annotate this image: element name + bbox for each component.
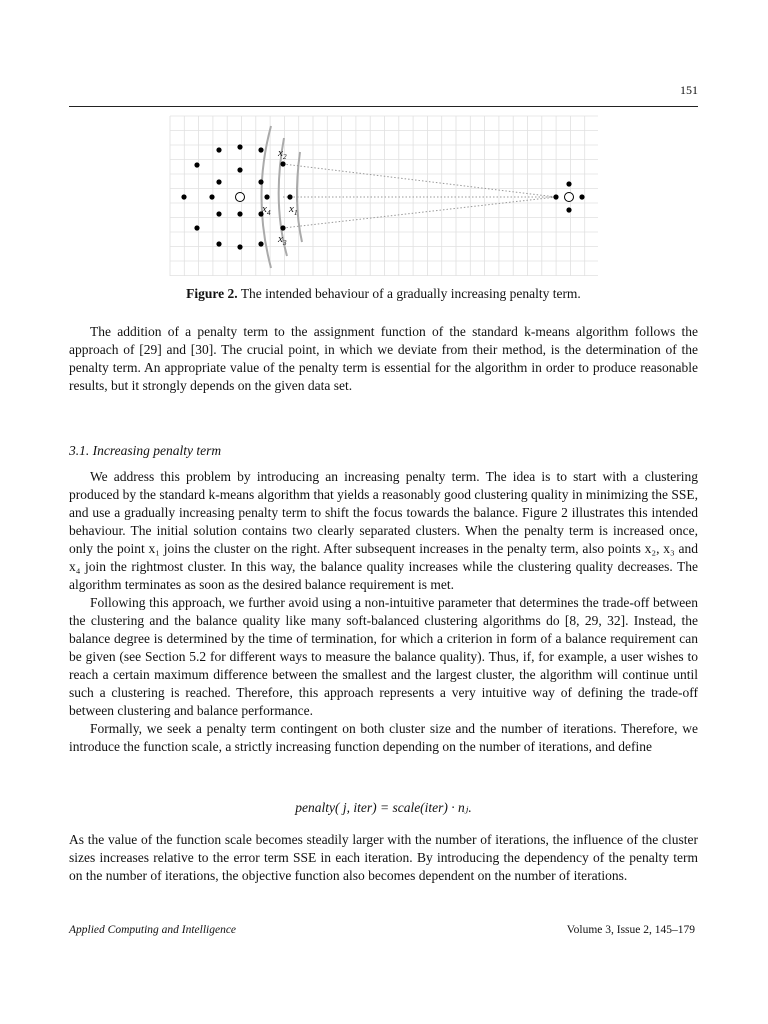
- header-rule: [69, 106, 698, 107]
- figure-grid: [170, 116, 598, 276]
- centroid-right: [565, 193, 574, 202]
- data-point: [553, 194, 558, 199]
- data-point: [258, 179, 263, 184]
- paragraph-1-block: [69, 323, 698, 395]
- penalty-formula: penalty( j, iter) = scale(iter) · nⱼ.: [295, 800, 472, 815]
- label-x4: $x_4$: [262, 203, 271, 217]
- paragraph-3: Following this approach, we further avoid using a non-intuitive parameter that determines the trade-off between the clustering and the balance quality like many soft-balanced clustering algorithms do [8, 29, 32]. Instead, the balance degree is determined by the time of termination, for which a criterion in form of a balance requirement can be given (see Section 5.2 for different ways to measure the balance quality). Thus, if, for example, a user wishes to reach a certain maximum difference between the smallest and the largest cluster, the algorithm will continue until such a clustering is reached. Therefore, this approach represents a very intuitive way of defining the trade-off between clustering and balance performance.: [69, 595, 698, 718]
- page-number: 151: [680, 83, 698, 97]
- data-point: [237, 211, 242, 216]
- data-point: [216, 211, 221, 216]
- data-point: [209, 194, 214, 199]
- data-point: [566, 207, 571, 212]
- data-point: [216, 179, 221, 184]
- figure-2: [162, 112, 612, 280]
- data-point: [258, 147, 263, 152]
- paragraph-1: The addition of a penalty term to the assignment function of the standard k-means algorithm follows the approach of [29] and [30]. The crucial point, in which we deviate from their method, is the determination of the penalty term. An appropriate value of the penalty term is essential for the algorithm in order to produce reasonable results, but it strongly depends on the given data set.: [69, 324, 698, 393]
- dotted-line-x2: [283, 164, 556, 197]
- data-point: [579, 194, 584, 199]
- data-point-x4: [264, 194, 269, 199]
- footer-journal: Applied Computing and Intelligence: [69, 924, 237, 936]
- footer-volume: Volume 3, Issue 2, 145–179: [566, 924, 695, 936]
- data-point: [216, 241, 221, 246]
- data-point: [237, 144, 242, 149]
- data-point: [194, 162, 199, 167]
- data-point: [194, 225, 199, 230]
- figure-caption-text: The intended behaviour of a gradually increasing penalty term.: [240, 286, 581, 301]
- data-point: [566, 181, 571, 186]
- figure-2-plot: [162, 112, 612, 280]
- data-point: [216, 147, 221, 152]
- data-point-x2: [280, 161, 285, 166]
- paragraph-2: We address this problem by introducing an increasing penalty term. The idea is to start with a clustering produced by the standard k-means algorithm that yields a reasonably good clustering quality in minimizing the SSE, and use a gradually increasing penalty term to shift the focus towards the balance. Figure 2 illustrates this intended behaviour. The initial solution contains two clearly separated clusters. When the penalty term is increased once, only the point x₁ joins the cluster on the right. After subsequent increases in the penalty term, also points x₂, x₃ and x₄ join the rightmost cluster. In this way, the balance quality increases while the clustering quality decreases. The algorithm terminates as soon as the desired balance requirement is met.: [69, 469, 698, 592]
- data-point: [237, 167, 242, 172]
- paragraph-5-block: [69, 831, 698, 885]
- dotted-line-x3: [283, 197, 556, 228]
- label-x1: $x_1$: [289, 203, 298, 217]
- paragraph-4: Formally, we seek a penalty term contingent on both cluster size and the number of iterations. Therefore, we introduce the function scale, a strictly increasing function depending on the number of iterations, and define: [69, 721, 698, 754]
- data-point-x1: [287, 194, 292, 199]
- centroid-left: [236, 193, 245, 202]
- label-x2: $x_2$: [278, 147, 287, 161]
- data-point: [181, 194, 186, 199]
- data-point-x3: [280, 225, 285, 230]
- data-point: [237, 244, 242, 249]
- data-point: [258, 241, 263, 246]
- figure-label: Figure 2.: [186, 286, 238, 301]
- label-x3: $x_3$: [278, 233, 287, 247]
- section-body: [69, 468, 698, 756]
- figure-caption: [69, 285, 698, 303]
- section-heading: 3.1. Increasing penalty term: [69, 443, 222, 458]
- paragraph-5: As the value of the function scale becomes steadily larger with the number of iterations, the influence of the cluster sizes increases relative to the error term SSE in each iteration. By introducing the dependency of the penalty term on the number of iterations, the objective function also becomes dependent on the number of iterations.: [69, 832, 698, 883]
